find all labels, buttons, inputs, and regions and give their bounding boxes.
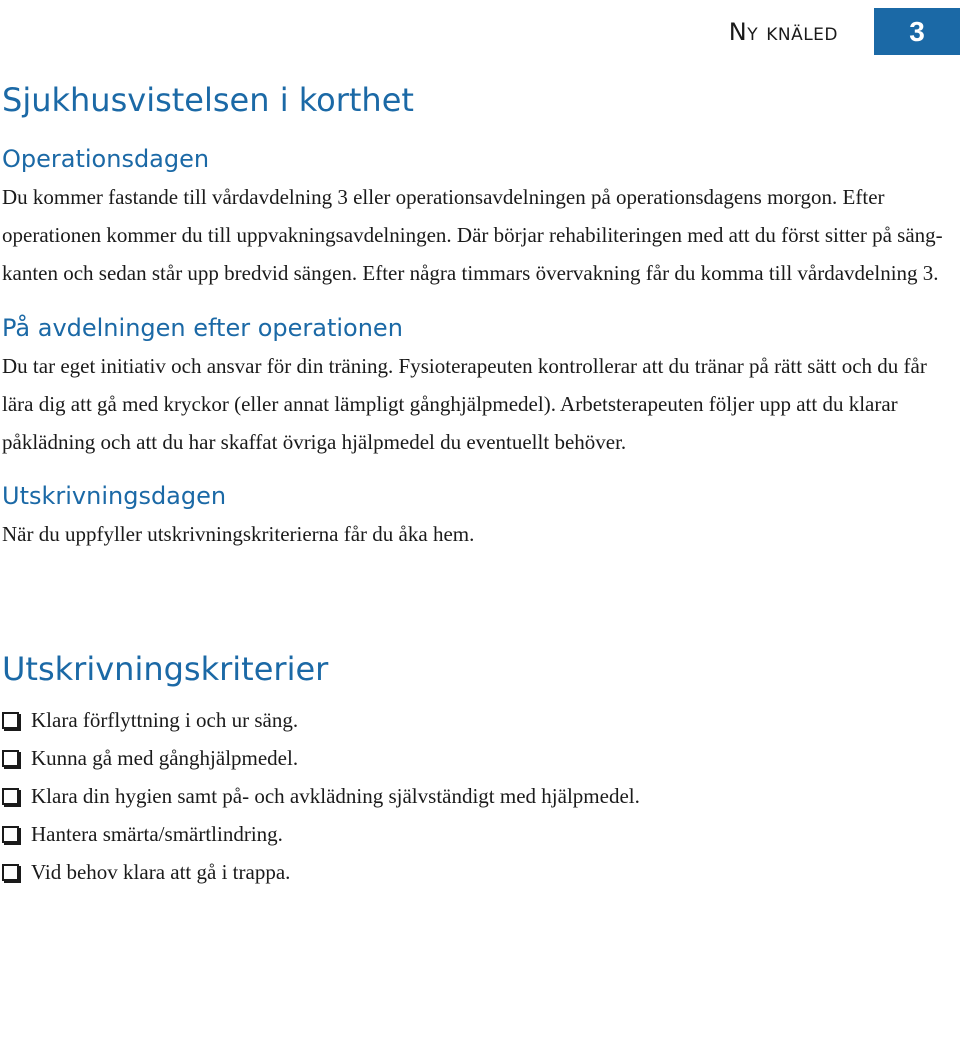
checklist-item [2,701,952,739]
checkbox-icon [2,826,19,843]
page-number: 3 [874,8,960,55]
subheading-operation-day: Operationsdagen [2,145,210,173]
checklist-item-label: Kunna gå med gånghjälpmedel. [31,746,299,771]
checklist-item [2,853,952,891]
checkbox-icon [2,712,19,729]
checklist-item-label: Klara din hygien samt på- och avklädning självständigt med hjälpmedel. [31,784,640,809]
checkbox-icon [2,864,19,881]
checklist-item-label: Vid behov klara att gå i trappa. [31,860,291,885]
section-title-discharge-criteria: Utskrivningskriterier [2,650,329,689]
checkbox-icon [2,788,19,805]
page-header [729,8,960,55]
subheading-discharge-day: Utskrivningsdagen [2,482,227,511]
discharge-criteria-list [2,701,952,891]
checklist-item [2,739,952,777]
checklist-item-label: Hantera smärta/smärtlindring. [31,822,283,847]
page-content [2,78,952,891]
paragraph-after-operation: Du tar eget initiativ och ansvar för din träning. Fysioterapeuten kontrollerar att du tränar på rätt sätt och du får lära dig att gå med kryckor (eller annat lämpligt gånghjälpmedel). Arbetsterapeuten följer upp att du klarar påklädning och att du har skaffat övriga hjälpmedel du eventuellt behöver. [2,353,927,455]
checkbox-icon [2,750,19,767]
section-title-hospital-stay: Sjukhusvistelsen i korthet [2,81,414,119]
paragraph-discharge-day: När du uppfyller utskrivningskriterierna får du åka hem. [2,522,475,547]
checklist-item [2,815,952,853]
checklist-item [2,777,952,815]
subheading-after-operation: På avdelningen efter operationen [2,313,403,342]
paragraph-operation-day: Du kommer fastande till vårdavdelning 3 eller operationsavdelningen på operationsdagens morgon. Efter operationen kommer du till uppvakningsavdelningen. Där börjar rehabiliteringen med att du först sitter på sängkanten och sedan står upp bredvid sängen. Efter några timmars övervakning får du komma till vårdavdelning 3. [2,185,943,286]
running-title: Ny knäled [728,17,838,46]
checklist-item-label: Klara förflyttning i och ur säng. [31,708,299,733]
